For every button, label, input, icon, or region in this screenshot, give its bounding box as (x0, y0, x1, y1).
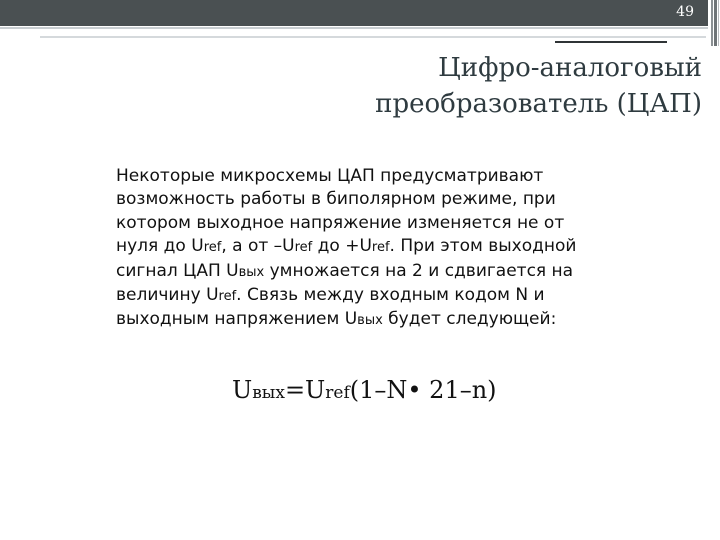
subscript-out: вых (238, 264, 265, 280)
body-line: возможность работы в биполярном режиме, при (116, 189, 556, 210)
formula-part: (1–N• 21–n) (349, 376, 497, 404)
slide-number: 49 (676, 4, 694, 20)
body-line (116, 235, 616, 259)
subscript-out: вых (357, 313, 383, 329)
body-line: Некоторые микросхемы ЦАП предусматривают (116, 166, 544, 186)
edge-strip (711, 0, 713, 46)
decorative-rule (40, 36, 706, 38)
body-line (116, 308, 616, 332)
top-divider (0, 27, 708, 29)
text-run: . При этом выходной (389, 236, 577, 257)
formula-part: U (232, 376, 253, 404)
text-run: . Связь между входным кодом N и (236, 285, 545, 306)
body-paragraph (116, 165, 616, 333)
subscript-ref: ref (203, 240, 222, 256)
formula-part: =U (284, 376, 326, 404)
right-edge-decoration (709, 0, 720, 540)
text-run: величину U (116, 285, 219, 306)
decorative-accent-rule (555, 41, 667, 43)
text-run: выходным напряжением U (116, 309, 358, 330)
formula-subscript: вых (252, 383, 285, 403)
title-line-1: Цифро-аналоговый (438, 53, 702, 83)
dac-formula (232, 376, 497, 404)
text-run: будет следующей: (382, 309, 557, 330)
title-line-2: преобразователь (ЦАП) (375, 89, 702, 119)
body-line (116, 260, 616, 284)
subscript-ref: ref (218, 289, 237, 305)
text-run: сигнал ЦАП U (116, 260, 239, 281)
text-run: , а от –U (221, 236, 295, 257)
text-run: нуля до U (116, 236, 204, 257)
text-run: умножается на 2 и сдвигается на (264, 260, 574, 281)
edge-strip (714, 0, 717, 46)
subscript-ref: ref (371, 240, 390, 256)
formula-subscript: ref (325, 383, 350, 403)
edge-strip (718, 0, 719, 46)
body-line: котором выходное напряжение изменяется не от (116, 212, 565, 233)
text-run: до +U (312, 236, 372, 257)
body-line (116, 284, 616, 308)
slide-title (142, 50, 702, 122)
subscript-ref: ref (294, 240, 313, 256)
